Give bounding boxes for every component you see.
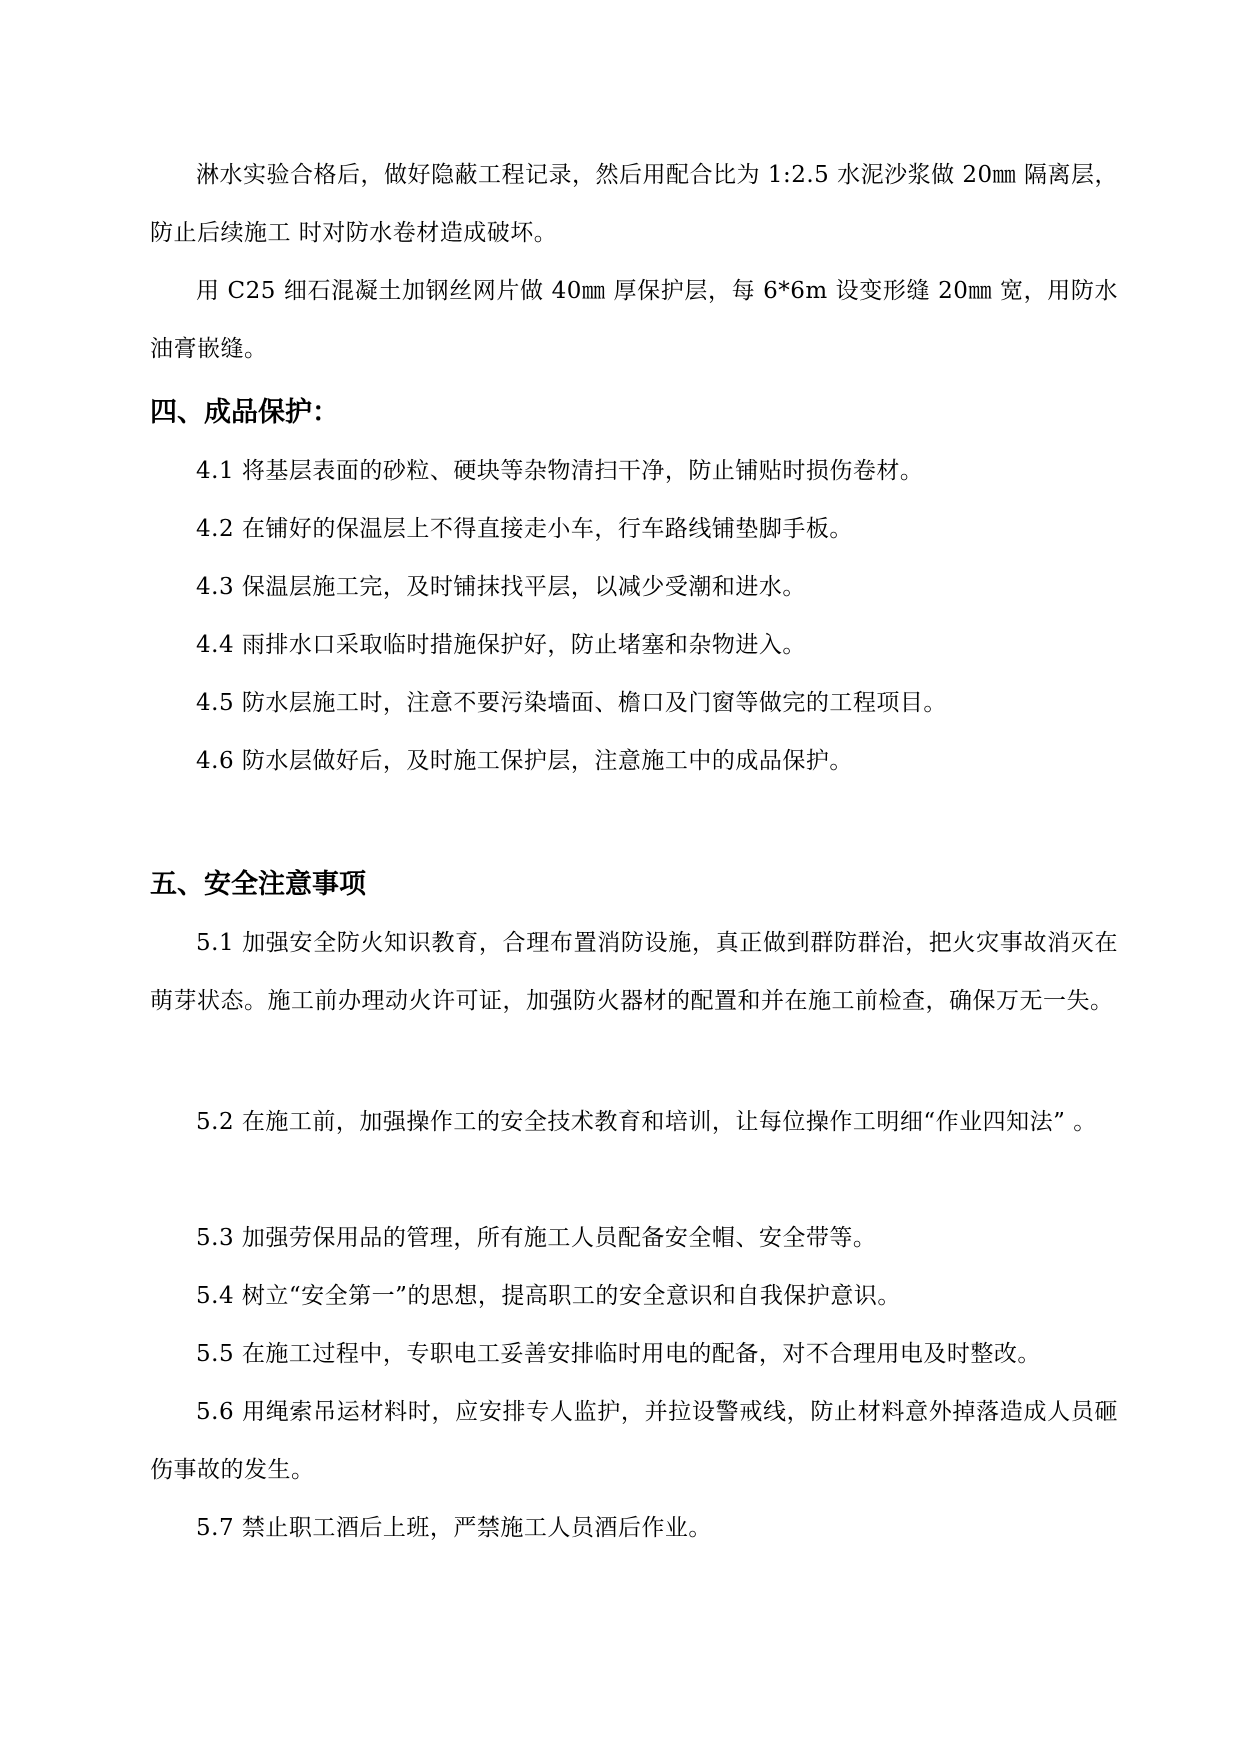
list-item-5-2: 5.2 在施工前，加强操作工的安全技术教育和培训，让每位操作工明细“作业四知法” 。 (196, 1109, 1097, 1135)
list-item-4-5: 4.5 防水层施工时，注意不要污染墙面、檐口及门窗等做完的工程项目。 (196, 690, 947, 716)
list-item-4-1: 4.1 将基层表面的砂粒、硬块等杂物清扫干净，防止铺贴时损伤卷材。 (196, 458, 924, 484)
intro-paragraph-protective-layer: 用 C25 细石混凝土加钢丝网片做 40㎜ 厚保护层，每 6*6m 设变形缝 20㎜ 宽，用防水油膏嵌缝。 (150, 278, 1118, 362)
list-item-5-6: 5.6 用绳索吊运材料时，应安排专人监护，并拉设警戒线，防止材料意外掉落造成人员砸伤事故的发生。 (150, 1399, 1118, 1483)
list-item-4-4: 4.4 雨排水口采取临时措施保护好，防止堵塞和杂物进入。 (196, 632, 806, 658)
section-heading-safety-notes: 五、安全注意事项 (150, 869, 366, 900)
list-item-5-1: 5.1 加强安全防火知识教育，合理布置消防设施，真正做到群防群治，把火灾事故消灭在萌芽状态。施工前办理动火许可证，加强防火器材的配置和并在施工前检查，确保万无一失。 (150, 930, 1118, 1014)
list-item-4-6: 4.6 防水层做好后，及时施工保护层，注意施工中的成品保护。 (196, 748, 853, 774)
list-item-4-3: 4.3 保温层施工完，及时铺抹找平层，以减少受潮和进水。 (196, 574, 806, 600)
list-item-5-7: 5.7 禁止职工酒后上班，严禁施工人员酒后作业。 (196, 1515, 712, 1541)
section-heading-finished-product-protection: 四、成品保护： (150, 397, 339, 428)
list-item-5-5: 5.5 在施工过程中，专职电工妥善安排临时用电的配备，对不合理用电及时整改。 (196, 1341, 1041, 1367)
list-item-5-4: 5.4 树立“安全第一”的思想，提高职工的安全意识和自我保护意识。 (196, 1283, 901, 1309)
intro-paragraph-isolation: 淋水实验合格后，做好隐蔽工程记录，然后用配合比为 1:2.5 水泥沙浆做 20㎜ 隔离层，防止后续施工 时对防水卷材造成破坏。 (150, 162, 1118, 246)
list-item-4-2: 4.2 在铺好的保温层上不得直接走小车，行车路线铺垫脚手板。 (196, 516, 853, 542)
list-item-5-3: 5.3 加强劳保用品的管理，所有施工人员配备安全帽、安全带等。 (196, 1225, 877, 1251)
